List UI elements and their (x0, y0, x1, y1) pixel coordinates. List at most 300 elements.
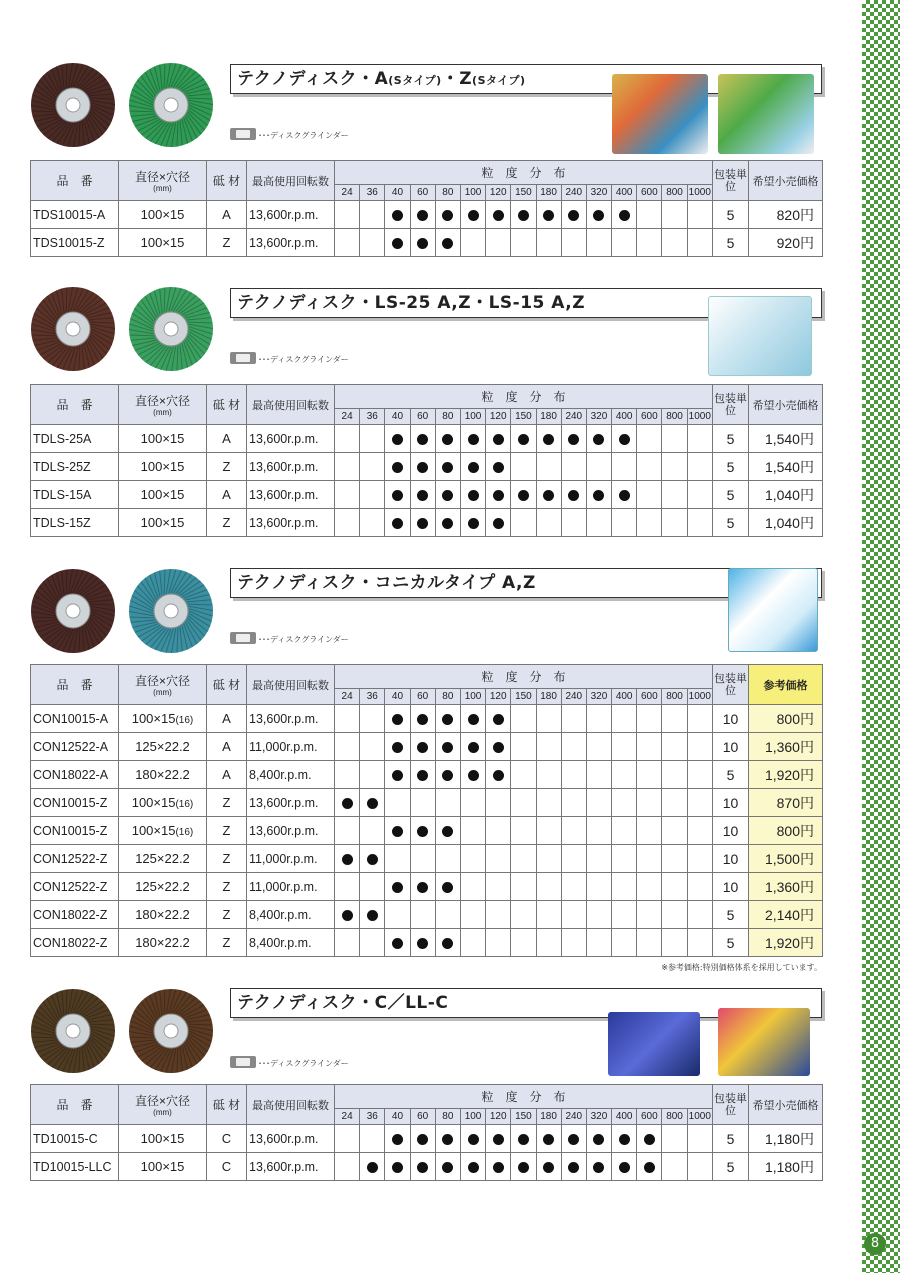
grit-cell (612, 453, 637, 481)
grit-cell (612, 789, 637, 817)
grit-available-dot (468, 1134, 479, 1145)
diameter-value: 180×22.2 (119, 901, 207, 929)
table-row (31, 733, 823, 761)
price-value: 1,180円 (748, 1125, 822, 1153)
price-value: 1,540円 (748, 453, 822, 481)
grit-cell (385, 761, 410, 789)
grit-cell (385, 845, 410, 873)
grit-header: 150 (511, 1109, 536, 1125)
header-package-unit: 包装単位 (712, 665, 748, 705)
diameter-value: 100×15 (119, 509, 207, 537)
grit-cell (460, 845, 485, 873)
grit-header: 100 (460, 409, 485, 425)
grit-cell (410, 201, 435, 229)
abrasive-value: C (207, 1125, 247, 1153)
grit-cell (385, 201, 410, 229)
grit-cell (612, 705, 637, 733)
grit-cell (662, 705, 687, 733)
grit-available-dot (392, 518, 403, 529)
table-row (31, 453, 823, 481)
grit-header: 36 (360, 409, 385, 425)
header-grit-distribution: 粒 度 分 布 (335, 1085, 713, 1109)
grit-cell (360, 425, 385, 453)
grit-cell (586, 425, 611, 453)
grit-header: 240 (561, 689, 586, 705)
grit-cell (460, 873, 485, 901)
grit-header: 80 (435, 185, 460, 201)
grit-available-dot (568, 210, 579, 221)
grit-cell (687, 845, 712, 873)
grit-cell (687, 733, 712, 761)
grit-cell (536, 453, 561, 481)
abrasive-value: A (207, 733, 247, 761)
grit-available-dot (493, 462, 504, 473)
grit-available-dot (468, 1162, 479, 1173)
package-image (608, 1012, 700, 1076)
grit-cell (662, 453, 687, 481)
grit-cell (410, 481, 435, 509)
diameter-value: 100×15(16) (119, 817, 207, 845)
table-row (31, 481, 823, 509)
grit-header: 240 (561, 185, 586, 201)
grit-available-dot (392, 238, 403, 249)
part-number: TDS10015-A (31, 201, 119, 229)
grit-available-dot (619, 210, 630, 221)
grit-available-dot (518, 490, 529, 501)
grit-cell (561, 453, 586, 481)
table-row (31, 425, 823, 453)
rpm-value: 13,600r.p.m. (247, 425, 335, 453)
grit-cell (460, 733, 485, 761)
price-value: 1,920円 (748, 929, 822, 957)
rpm-value: 13,600r.p.m. (247, 201, 335, 229)
rpm-value: 13,600r.p.m. (247, 481, 335, 509)
grit-cell (561, 929, 586, 957)
grit-cell (662, 761, 687, 789)
price-value: 800円 (748, 817, 822, 845)
grit-available-dot (342, 854, 353, 865)
part-number: CON18022-A (31, 761, 119, 789)
grit-cell (335, 425, 360, 453)
grit-cell (612, 1125, 637, 1153)
header-diameter: 直径×穴径 (mm) (119, 1085, 207, 1125)
grit-available-dot (442, 490, 453, 501)
grit-cell (637, 817, 662, 845)
grit-available-dot (468, 210, 479, 221)
grinder-icon (230, 1056, 256, 1068)
grit-header: 400 (612, 185, 637, 201)
grit-cell (586, 481, 611, 509)
grit-header: 24 (335, 409, 360, 425)
grit-cell (687, 481, 712, 509)
part-number: TD10015-LLC (31, 1153, 119, 1181)
package-unit-value: 5 (712, 901, 748, 929)
grit-cell (612, 901, 637, 929)
grit-cell (662, 229, 687, 257)
table-row (31, 845, 823, 873)
grit-available-dot (442, 434, 453, 445)
spec-table (30, 1084, 823, 1181)
grit-cell (637, 425, 662, 453)
grit-cell (511, 509, 536, 537)
grit-cell (536, 733, 561, 761)
grit-cell (335, 761, 360, 789)
table-row (31, 1125, 823, 1153)
grit-cell (586, 453, 611, 481)
grit-header: 1000 (687, 1109, 712, 1125)
grit-cell (612, 229, 637, 257)
grit-cell (460, 817, 485, 845)
table-row (31, 705, 823, 733)
grit-header: 36 (360, 185, 385, 201)
grit-available-dot (392, 210, 403, 221)
diameter-value: 180×22.2 (119, 929, 207, 957)
grit-cell (637, 901, 662, 929)
grit-cell (612, 425, 637, 453)
grit-cell (486, 229, 511, 257)
package-unit-value: 5 (712, 453, 748, 481)
checker-border (862, 0, 900, 1273)
grit-header: 320 (586, 1109, 611, 1125)
grit-cell (410, 789, 435, 817)
grit-cell (435, 929, 460, 957)
grit-header: 1000 (687, 185, 712, 201)
grit-cell (486, 201, 511, 229)
grit-header: 600 (637, 689, 662, 705)
rpm-value: 13,600r.p.m. (247, 817, 335, 845)
grit-cell (637, 845, 662, 873)
page-number: 8 (864, 1233, 886, 1255)
grit-available-dot (493, 1134, 504, 1145)
grit-available-dot (593, 1162, 604, 1173)
diameter-value: 125×22.2 (119, 873, 207, 901)
header-package-unit: 包装単位 (712, 1085, 748, 1125)
grit-available-dot (442, 714, 453, 725)
header-price: 参考価格 (748, 665, 822, 705)
abrasive-value: A (207, 201, 247, 229)
grit-cell (561, 817, 586, 845)
grit-cell (410, 229, 435, 257)
package-unit-value: 10 (712, 873, 748, 901)
grit-available-dot (568, 434, 579, 445)
grit-cell (435, 201, 460, 229)
grit-cell (435, 705, 460, 733)
part-number: CON18022-Z (31, 929, 119, 957)
grit-available-dot (493, 434, 504, 445)
spec-table (30, 384, 823, 537)
grit-header: 800 (662, 409, 687, 425)
grit-cell (687, 789, 712, 817)
grit-cell (612, 873, 637, 901)
header-max-rpm: 最高使用回転数 (247, 385, 335, 425)
grit-header: 800 (662, 1109, 687, 1125)
grit-cell (586, 1153, 611, 1181)
grit-cell (561, 901, 586, 929)
grit-cell (435, 845, 460, 873)
abrasive-value: C (207, 1153, 247, 1181)
grit-cell (460, 929, 485, 957)
grit-cell (360, 705, 385, 733)
package-unit-value: 5 (712, 509, 748, 537)
grit-cell (586, 733, 611, 761)
abrasive-value: Z (207, 229, 247, 257)
grit-cell (536, 789, 561, 817)
grit-available-dot (442, 770, 453, 781)
grit-available-dot (518, 1162, 529, 1173)
grit-cell (486, 705, 511, 733)
table-row (31, 789, 823, 817)
grit-cell (385, 229, 410, 257)
grit-cell (335, 845, 360, 873)
grit-available-dot (468, 714, 479, 725)
grit-available-dot (392, 490, 403, 501)
package-image (708, 296, 812, 376)
grit-cell (637, 229, 662, 257)
grit-available-dot (493, 1162, 504, 1173)
diameter-value: 100×15(16) (119, 789, 207, 817)
grit-cell (511, 817, 536, 845)
grit-cell (612, 509, 637, 537)
grinder-icon (230, 352, 256, 364)
tool-label: ･･･ディスクグラインダー (258, 355, 349, 364)
disc-image-brown (30, 568, 116, 654)
product-section-techno-disc-c (30, 986, 822, 1186)
grit-available-dot (417, 770, 428, 781)
grit-cell (486, 425, 511, 453)
grit-cell (335, 929, 360, 957)
grit-cell (662, 901, 687, 929)
grit-cell (637, 509, 662, 537)
disc-image-green (128, 62, 214, 148)
grit-header: 120 (486, 689, 511, 705)
part-number: CON12522-Z (31, 873, 119, 901)
rpm-value: 13,600r.p.m. (247, 1153, 335, 1181)
price-value: 1,040円 (748, 509, 822, 537)
section-title: テクノディスク・コニカルタイプ A,Z (230, 568, 822, 598)
tool-label: ･･･ディスクグラインダー (258, 635, 349, 644)
rpm-value: 11,000r.p.m. (247, 845, 335, 873)
grit-cell (486, 789, 511, 817)
grit-cell (385, 817, 410, 845)
grit-header: 120 (486, 409, 511, 425)
grit-cell (662, 201, 687, 229)
grit-header: 240 (561, 1109, 586, 1125)
grit-cell (511, 733, 536, 761)
grit-header: 80 (435, 409, 460, 425)
part-number: CON10015-A (31, 705, 119, 733)
grit-available-dot (518, 210, 529, 221)
grit-cell (637, 1153, 662, 1181)
grit-cell (460, 425, 485, 453)
rpm-value: 13,600r.p.m. (247, 705, 335, 733)
package-unit-value: 5 (712, 1125, 748, 1153)
grit-available-dot (417, 1134, 428, 1145)
grit-cell (435, 1125, 460, 1153)
grit-cell (687, 453, 712, 481)
grit-header: 24 (335, 689, 360, 705)
grit-cell (637, 761, 662, 789)
part-number: TDLS-15A (31, 481, 119, 509)
grit-cell (410, 425, 435, 453)
grit-cell (335, 481, 360, 509)
rpm-value: 13,600r.p.m. (247, 1125, 335, 1153)
price-value: 820円 (748, 201, 822, 229)
grit-cell (360, 1153, 385, 1181)
part-number: TDLS-25A (31, 425, 119, 453)
grit-header: 320 (586, 689, 611, 705)
grit-cell (360, 761, 385, 789)
grit-cell (561, 1153, 586, 1181)
grit-cell (637, 705, 662, 733)
grit-cell (662, 1125, 687, 1153)
section-title: テクノディスク・LS-25 A,Z・LS-15 A,Z (230, 288, 822, 318)
grit-cell (410, 845, 435, 873)
package-unit-value: 5 (712, 761, 748, 789)
grit-cell (536, 929, 561, 957)
grit-cell (435, 733, 460, 761)
grit-header: 240 (561, 409, 586, 425)
grit-cell (561, 509, 586, 537)
grit-cell (536, 901, 561, 929)
grinder-icon (230, 128, 256, 140)
grit-cell (385, 425, 410, 453)
diameter-value: 180×22.2 (119, 761, 207, 789)
grit-cell (410, 929, 435, 957)
grit-cell (460, 761, 485, 789)
table-row (31, 229, 823, 257)
grit-cell (612, 481, 637, 509)
grit-available-dot (367, 910, 378, 921)
grit-cell (586, 509, 611, 537)
grit-available-dot (442, 882, 453, 893)
grit-header: 40 (385, 185, 410, 201)
grit-cell (360, 509, 385, 537)
header-abrasive: 砥 材 (207, 161, 247, 201)
grit-cell (586, 789, 611, 817)
grit-cell (511, 901, 536, 929)
header-price: 希望小売価格 (748, 1085, 822, 1125)
header-abrasive: 砥 材 (207, 665, 247, 705)
grit-cell (385, 705, 410, 733)
table-row (31, 929, 823, 957)
abrasive-value: A (207, 705, 247, 733)
tool-label: ･･･ディスクグラインダー (258, 131, 349, 140)
grit-available-dot (644, 1134, 655, 1145)
grit-available-dot (367, 1162, 378, 1173)
grit-cell (335, 705, 360, 733)
grit-available-dot (442, 826, 453, 837)
table-row (31, 201, 823, 229)
grit-cell (460, 453, 485, 481)
grit-cell (561, 481, 586, 509)
grit-available-dot (417, 826, 428, 837)
grit-cell (511, 705, 536, 733)
grit-cell (561, 229, 586, 257)
grit-cell (435, 481, 460, 509)
grit-available-dot (543, 1162, 554, 1173)
grit-cell (536, 481, 561, 509)
grit-available-dot (593, 210, 604, 221)
grit-cell (662, 425, 687, 453)
grit-header: 24 (335, 185, 360, 201)
grit-available-dot (392, 1162, 403, 1173)
grit-cell (561, 761, 586, 789)
grit-cell (612, 929, 637, 957)
grit-cell (486, 453, 511, 481)
grit-cell (662, 929, 687, 957)
grit-cell (486, 481, 511, 509)
part-number: CON18022-Z (31, 901, 119, 929)
grit-cell (435, 901, 460, 929)
grit-cell (410, 1153, 435, 1181)
grit-available-dot (593, 490, 604, 501)
diameter-value: 100×15 (119, 1153, 207, 1181)
grit-cell (335, 817, 360, 845)
diameter-value: 100×15 (119, 453, 207, 481)
part-number: TDLS-15Z (31, 509, 119, 537)
grit-cell (435, 453, 460, 481)
grit-header: 400 (612, 689, 637, 705)
grit-cell (360, 1125, 385, 1153)
table-row (31, 761, 823, 789)
grit-cell (586, 1125, 611, 1153)
package-unit-value: 5 (712, 929, 748, 957)
grit-cell (486, 733, 511, 761)
grit-available-dot (417, 490, 428, 501)
table-row (31, 1153, 823, 1181)
grit-cell (586, 845, 611, 873)
grit-available-dot (442, 518, 453, 529)
grit-available-dot (568, 1162, 579, 1173)
grit-available-dot (543, 1134, 554, 1145)
diameter-value: 125×22.2 (119, 733, 207, 761)
grit-cell (360, 817, 385, 845)
grit-cell (385, 453, 410, 481)
grit-cell (511, 481, 536, 509)
grit-cell (687, 761, 712, 789)
grit-cell (687, 509, 712, 537)
grit-cell (410, 733, 435, 761)
price-value: 1,920円 (748, 761, 822, 789)
header-abrasive: 砥 材 (207, 385, 247, 425)
grit-cell (612, 1153, 637, 1181)
grit-available-dot (417, 238, 428, 249)
price-value: 1,540円 (748, 425, 822, 453)
grit-cell (586, 761, 611, 789)
grit-header: 60 (410, 185, 435, 201)
grit-available-dot (367, 798, 378, 809)
diameter-value: 125×22.2 (119, 845, 207, 873)
product-section-techno-disc-ls (30, 286, 822, 546)
header-grit-distribution: 粒 度 分 布 (335, 665, 713, 689)
grit-cell (410, 705, 435, 733)
grit-cell (335, 201, 360, 229)
grit-cell (586, 229, 611, 257)
grit-available-dot (619, 490, 630, 501)
grit-available-dot (619, 1134, 630, 1145)
grit-available-dot (442, 1162, 453, 1173)
grit-available-dot (442, 238, 453, 249)
grit-header: 120 (486, 185, 511, 201)
grit-cell (511, 845, 536, 873)
grit-cell (612, 845, 637, 873)
grit-cell (637, 789, 662, 817)
abrasive-value: Z (207, 873, 247, 901)
grit-available-dot (619, 1162, 630, 1173)
grit-cell (586, 817, 611, 845)
grit-header: 24 (335, 1109, 360, 1125)
abrasive-value: A (207, 481, 247, 509)
